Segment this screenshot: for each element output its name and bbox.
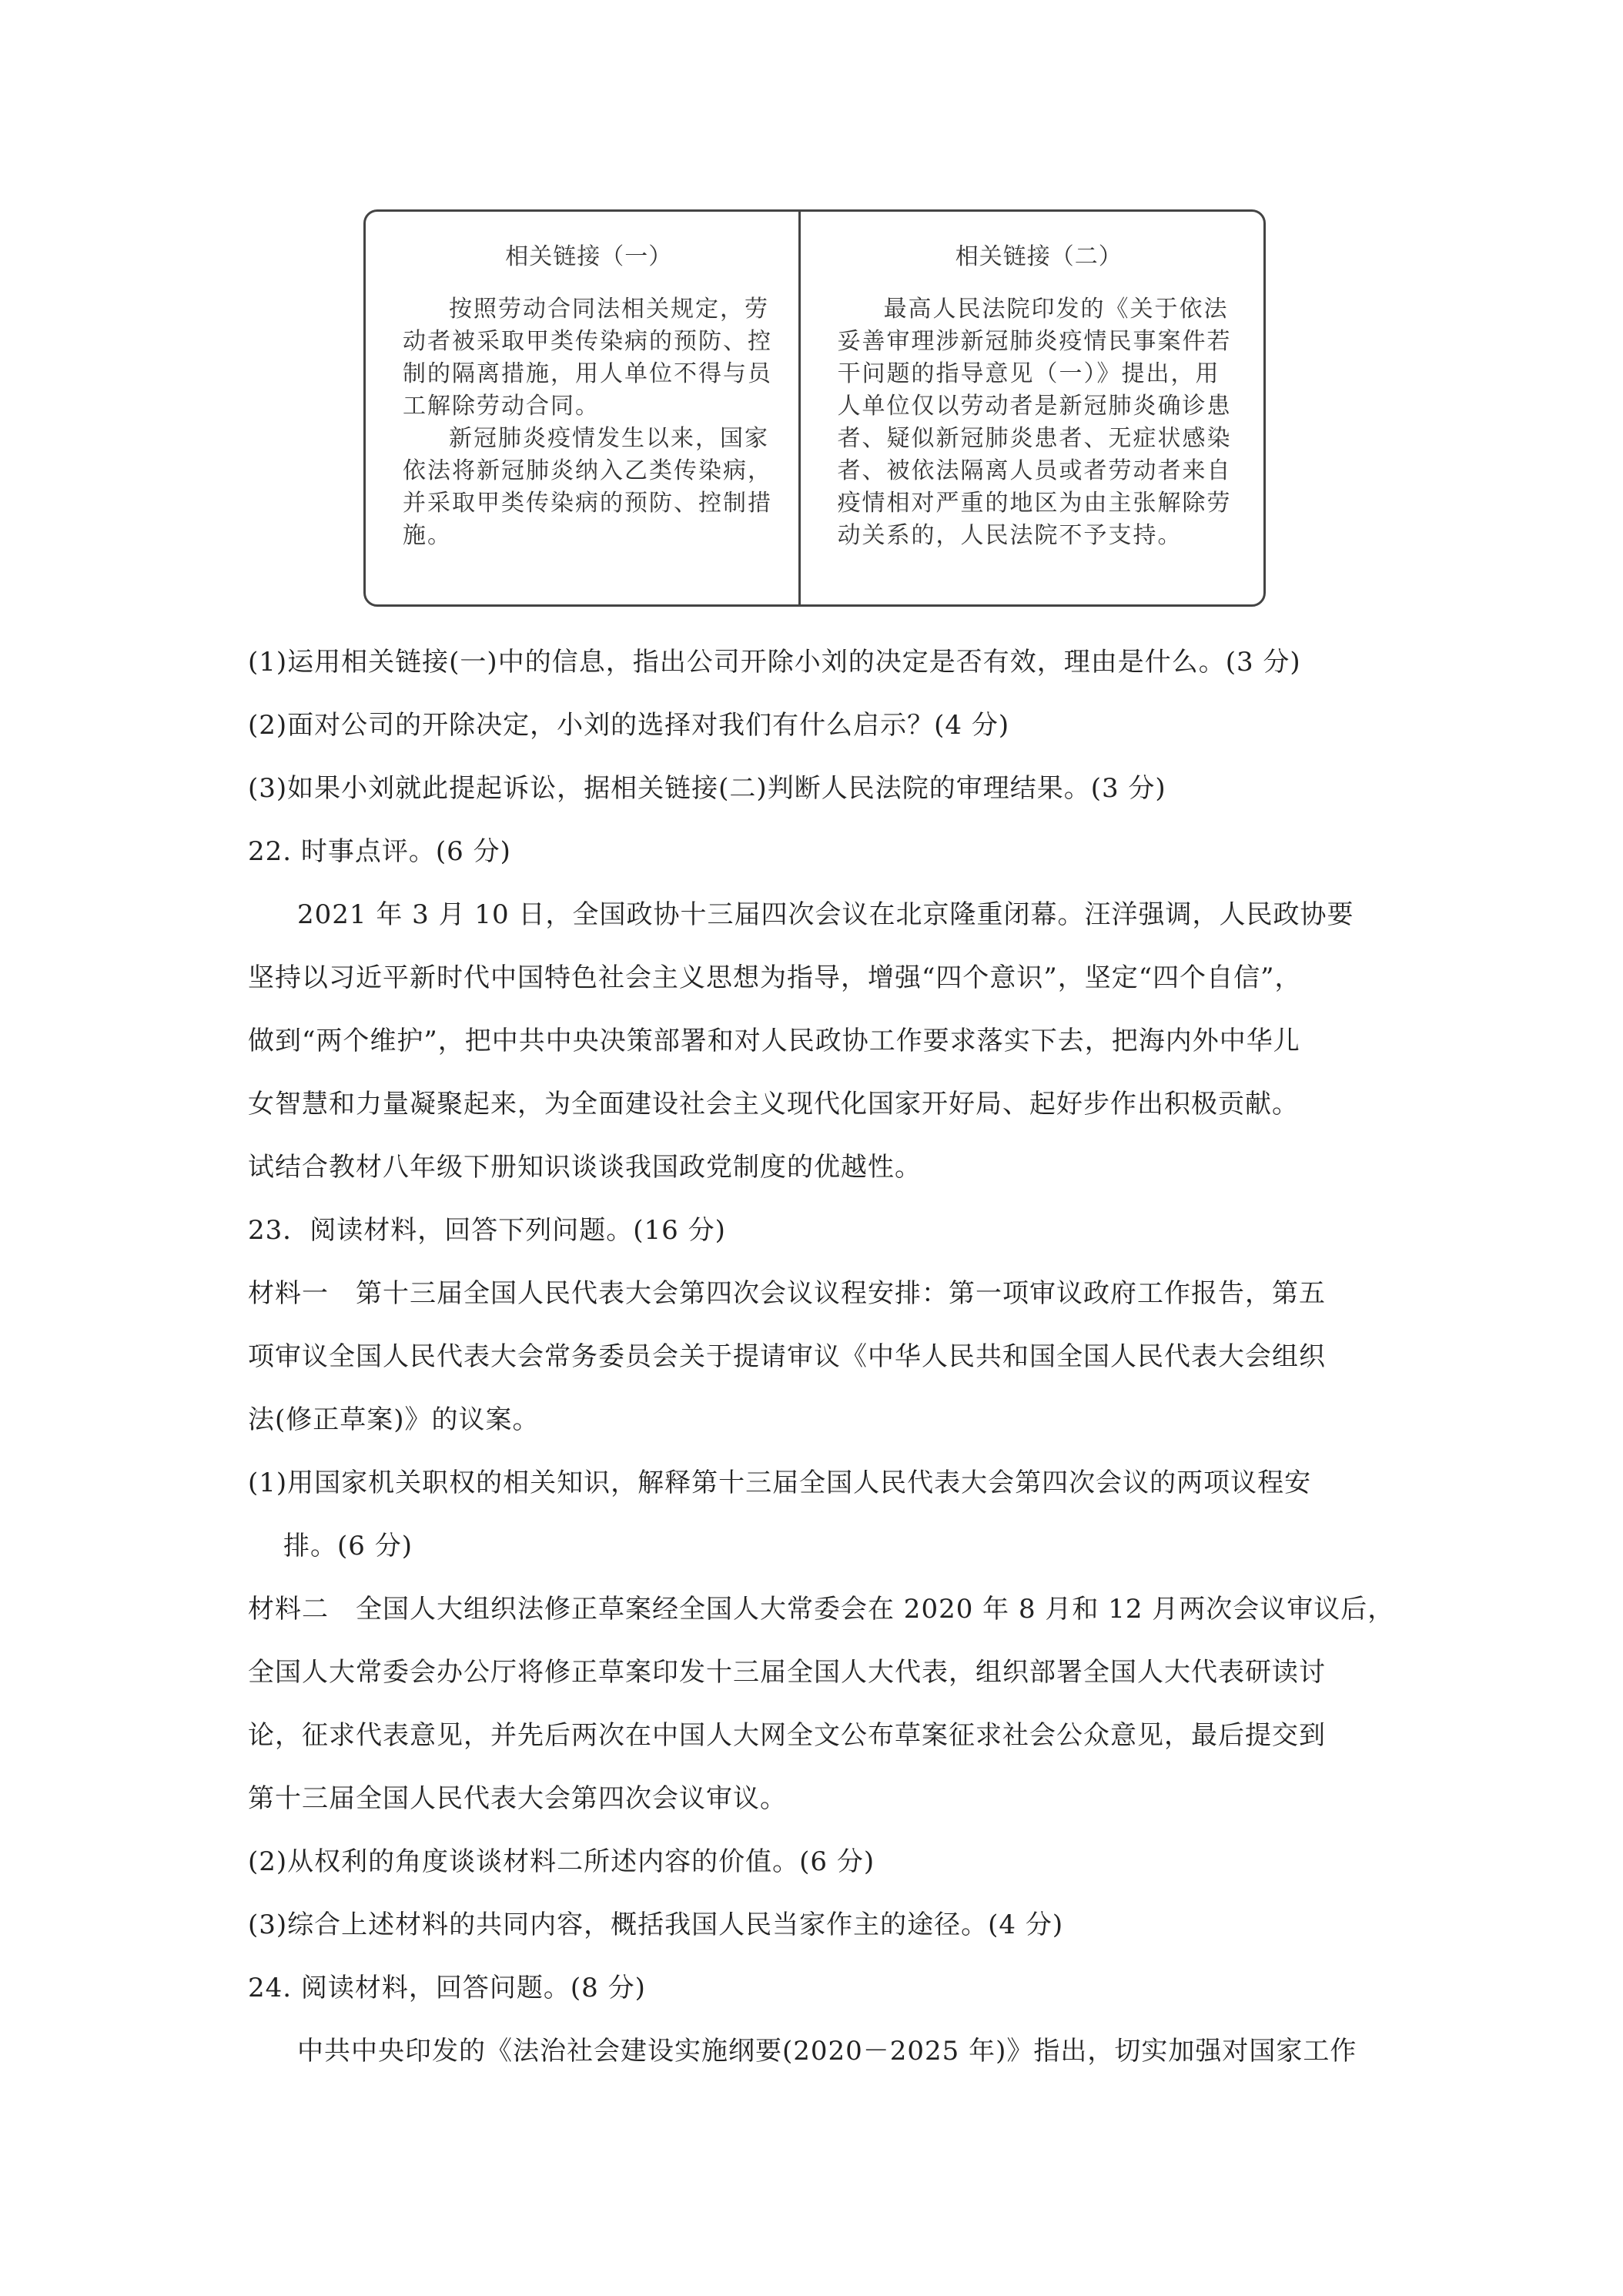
- material-two-line: 论，征求代表意见，并先后两次在中国人大网全文公布草案征求社会公众意见，最后提交到: [248, 1720, 1326, 1751]
- question-21-2: (2)面对公司的开除决定，小刘的选择对我们有什么启示？(4 分): [248, 710, 1010, 741]
- related-links-box: [363, 209, 1266, 607]
- question-23-1: (1)用国家机关职权的相关知识，解释第十三届全国人民代表大会第四次会议的两项议程安: [248, 1468, 1312, 1498]
- material-text-line: 女智慧和力量凝聚起来，为全面建设社会主义现代化国家开好局、起好步作出积极贡献。: [248, 1089, 1299, 1120]
- material-text-line: 2021 年 3 月 10 日，全国政协十三届四次会议在北京隆重闭幕。汪洋强调，人民政协要: [297, 899, 1354, 930]
- related-link-two-paragraph: 最高人民法院印发的《关于依法妥善审理涉新冠肺炎疫情民事案件若干问题的指导意见（一）》提出，用人单位仅以劳动者是新冠肺炎确诊患者、疑似新冠肺炎患者、无症状感染者、被依法隔离人员或者劳动者来自疫情相对严重的地区为由主张解除劳动关系的，人民法院不予支持。: [837, 296, 1232, 549]
- question-22-prompt: 试结合教材八年级下册知识谈谈我国政党制度的优越性。: [248, 1152, 922, 1183]
- material-one-line: 项审议全国人民代表大会常务委员会关于提请审议《中华人民共和国全国人民代表大会组织: [248, 1341, 1326, 1372]
- material-text-line: 做到“两个维护”，把中共中央决策部署和对人民政协工作要求落实下去，把海内外中华儿: [248, 1026, 1300, 1056]
- related-link-one-paragraph: 按照劳动合同法相关规定，劳动者被采取甲类传染病的预防、控制的隔离措施，用人单位不得与员工解除劳动合同。: [403, 296, 772, 420]
- related-link-two: [801, 212, 1263, 604]
- material-one-line: 材料一 第十三届全国人民代表大会第四次会议议程安排：第一项审议政府工作报告，第五: [248, 1278, 1326, 1309]
- material-one-line: 法(修正草案)》的议案。: [248, 1404, 540, 1435]
- material-two-line: 材料二 全国人大组织法修正草案经全国人大常委会在 2020 年 8 月和 12 月两次会议审议后，: [248, 1594, 1395, 1625]
- question-21-1: (1)运用相关链接(一)中的信息，指出公司开除小刘的决定是否有效，理由是什么。(3 分): [248, 647, 1301, 678]
- related-link-one: [366, 212, 801, 604]
- material-two-line: 全国人大常委会办公厅将修正草案印发十三届全国人大代表，组织部署全国人大代表研读讨: [248, 1657, 1326, 1688]
- question-23-2: (2)从权利的角度谈谈材料二所述内容的价值。(6 分): [248, 1846, 875, 1877]
- question-24-heading: 24. 阅读材料，回答问题。(8 分): [248, 1973, 646, 2003]
- question-21-3: (3)如果小刘就此提起诉讼，据相关链接(二)判断人民法院的审理结果。(3 分): [248, 773, 1166, 804]
- material-two-line: 第十三届全国人民代表大会第四次会议审议。: [248, 1783, 787, 1814]
- related-link-two-title: 相关链接（二）: [955, 243, 1123, 270]
- question-22-heading: 22. 时事点评。(6 分): [248, 836, 511, 867]
- question-23-3: (3)综合上述材料的共同内容，概括我国人民当家作主的途径。(4 分): [248, 1909, 1064, 1940]
- related-link-one-title: 相关链接（一）: [505, 243, 673, 270]
- material-text-line: 中共中央印发的《法治社会建设实施纲要(2020－2025 年)》指出，切实加强对国家工作: [297, 2036, 1357, 2067]
- related-link-one-paragraph: 新冠肺炎疫情发生以来，国家依法将新冠肺炎纳入乙类传染病，并采取甲类传染病的预防、控制措施。: [403, 425, 772, 549]
- question-23-heading: 23．阅读材料，回答下列问题。(16 分): [248, 1215, 726, 1246]
- material-text-line: 坚持以习近平新时代中国特色社会主义思想为指导，增强“四个意识”，坚定“四个自信”，: [248, 962, 1302, 993]
- question-23-1-cont: 排。(6 分): [283, 1531, 413, 1561]
